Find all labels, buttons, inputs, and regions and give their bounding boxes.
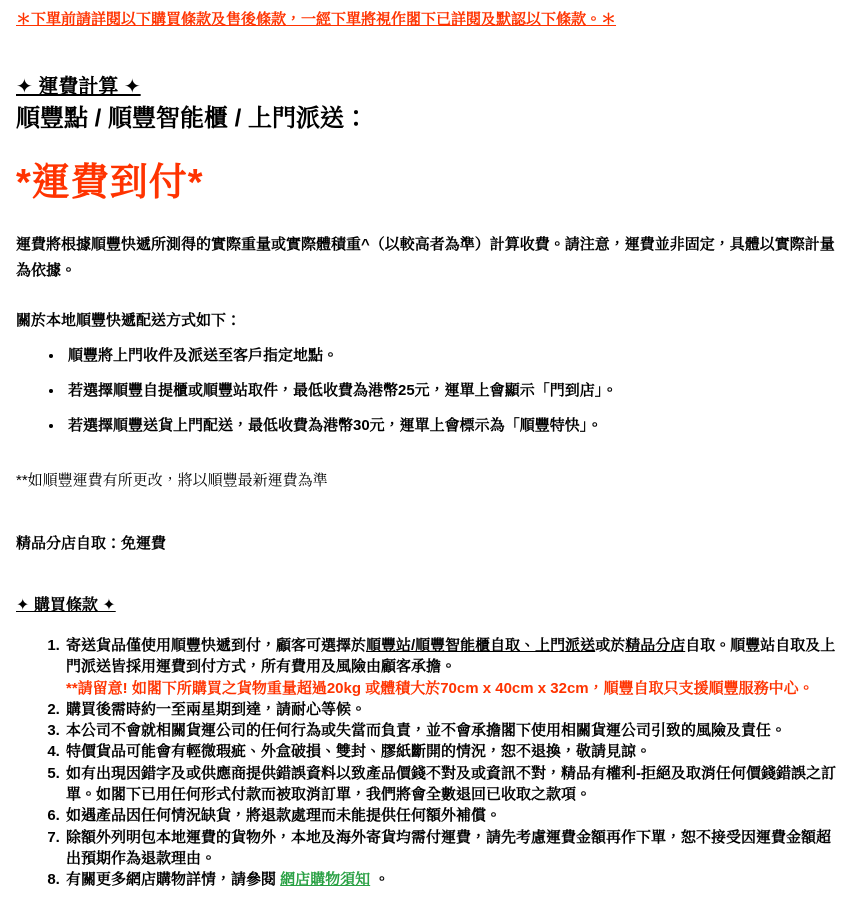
term-text-underlined: 精品分店 (625, 636, 686, 654)
term-text: 或於 (595, 636, 626, 654)
term-item-6: 6. 如遇產品因任何情況缺貨，將退款處理而未能提供任何額外補償。 (64, 805, 845, 826)
term-item-2: 2. 購買後需時約一至兩星期到達，請耐心等候。 (64, 699, 845, 720)
list-item: • 若選擇順豐自提櫃或順豐站取件，最低收費為港幣25元，運單上會顯示「門到店」。 (64, 380, 845, 401)
term-text: 。 (370, 871, 390, 889)
list-item: • 順豐將上門收件及派送至客戶指定地點。 (64, 345, 845, 366)
term-item-3: 3. 本公司不會就相關貨運公司的任何行為或失當而負責，並不會承擔閣下使用相關貨運公司引致的風險及責任。 (64, 720, 845, 741)
term-item-5: 5. 如有出現因錯字及或供應商提供錯誤資料以致產品價錢不對及或資訊不對，精品有權利-拒絕及取消任何價錢錯誤之訂單。如閣下已用任何形式付款而被取消訂單，我們將會全數退回已收取之款項。 (64, 763, 845, 806)
store-pickup-free-note: 精品分店自取：免運費 (16, 535, 167, 553)
shipping-section-heading: ✦ 運費計算 ✦ (16, 76, 141, 98)
purchase-terms-heading: ✦ 購買條款 ✦ (16, 597, 116, 615)
term-item-1 (64, 635, 845, 699)
term-text: 有關更多網店購物詳情，請參閱 (66, 871, 281, 889)
shipping-methods-subheading: 順豐點 / 順豐智能櫃 / 上門派送： (16, 105, 369, 132)
store-shopping-guide-link[interactable]: 網店購物須知 (280, 871, 371, 889)
term-text: 自取。順豐站自取及上門派送皆採用運費到付方式，所有費用及風險由顧客承擔。 (66, 636, 836, 676)
list-item: • 若選擇順豐送貨上門配送，最低收費為港幣30元，運單上會標示為「順豐特快」。 (64, 415, 845, 436)
top-notice: ＊下單前請詳閱以下購買條款及售後條款，一經下單將視作閣下已詳閱及默認以下條款。＊ (16, 11, 617, 28)
fee-change-note: **如順豐運費有所更改，將以順豐最新運費為準 (16, 472, 328, 490)
term-item-8 (64, 869, 845, 890)
weight-limit-warning: **請留意! 如閣下所購買之貨物重量超過20kg 或體積大於70cm x 40cm x 32cm，順豐自取只支援順豐服務中心。 (66, 679, 814, 697)
delivery-methods-list (16, 345, 845, 436)
delivery-methods-intro: 關於本地順豐快遞配送方式如下： (16, 312, 242, 330)
purchase-terms-list (16, 635, 845, 891)
term-text-underlined: 順豐站/順豐智能櫃自取、上門派送 (366, 636, 596, 654)
term-text: 寄送貨品僅使用順豐快遞到付，顧客可選擇於 (66, 636, 367, 654)
freight-collect-title: *運費到付* (16, 162, 204, 204)
term-item-4: 4. 特價貨品可能會有輕微瑕疵、外盒破損、雙封、膠紙斷開的情況，恕不退換，敬請見諒。 (64, 741, 845, 762)
term-item-7: 7. 除額外列明包本地運費的貨物外，本地及海外寄貨均需付運費，請先考慮運費金額再作下單，恕不接受因運費金額超出預期作為退款理由。 (64, 827, 845, 870)
shipping-intro-paragraph: 運費將根據順豐快遞所測得的實際重量或實際體積重^（以較高者為準）計算收費。請注意，運費並非固定，具體以實際計量為依據。 (16, 235, 835, 279)
